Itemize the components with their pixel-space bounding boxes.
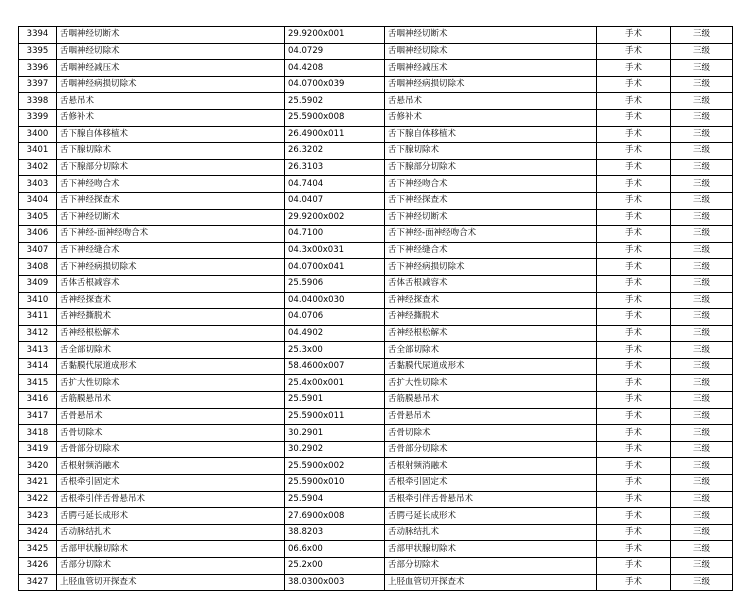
- cell-icd: 25.5900x010: [285, 475, 385, 492]
- cell-icd: 26.4900x011: [285, 126, 385, 143]
- cell-code: 3419: [19, 441, 57, 458]
- cell-icd: 27.6900x008: [285, 508, 385, 525]
- cell-alt: 舌神经探查术: [385, 292, 597, 309]
- cell-level: 三级: [671, 392, 733, 409]
- cell-alt: 舌下神经病损切除术: [385, 259, 597, 276]
- cell-level: 三级: [671, 109, 733, 126]
- cell-level: 三级: [671, 475, 733, 492]
- cell-name: 舌黏膜代尿道成形术: [57, 358, 285, 375]
- procedure-table: [18, 26, 733, 591]
- table-row: [19, 408, 733, 425]
- cell-name: 舌扩大性切除术: [57, 375, 285, 392]
- cell-name: 舌悬吊术: [57, 93, 285, 110]
- cell-alt: 舌骨悬吊术: [385, 408, 597, 425]
- table-body: [19, 27, 733, 591]
- cell-alt: 舌下神经-面神经吻合术: [385, 226, 597, 243]
- table-row: [19, 309, 733, 326]
- cell-alt: 舌黏膜代尿道成形术: [385, 358, 597, 375]
- cell-type: 手术: [597, 441, 671, 458]
- cell-code: 3421: [19, 475, 57, 492]
- cell-type: 手术: [597, 192, 671, 209]
- cell-icd: 04.0407: [285, 192, 385, 209]
- cell-code: 3402: [19, 159, 57, 176]
- table-row: [19, 259, 733, 276]
- table-row: [19, 275, 733, 292]
- cell-icd: 04.0706: [285, 309, 385, 326]
- cell-level: 三级: [671, 292, 733, 309]
- cell-level: 三级: [671, 209, 733, 226]
- table-row: [19, 109, 733, 126]
- cell-level: 三级: [671, 27, 733, 44]
- cell-name: 上胫血管切开探查术: [57, 574, 285, 591]
- table-row: [19, 325, 733, 342]
- cell-type: 手术: [597, 491, 671, 508]
- cell-icd: 38.0300x003: [285, 574, 385, 591]
- table-row: [19, 242, 733, 259]
- table-row: [19, 392, 733, 409]
- cell-level: 三级: [671, 192, 733, 209]
- cell-alt: 舌咽神经减压术: [385, 60, 597, 77]
- cell-code: 3411: [19, 309, 57, 326]
- table-row: [19, 508, 733, 525]
- cell-code: 3416: [19, 392, 57, 409]
- cell-alt: 舌动脉结扎术: [385, 524, 597, 541]
- cell-icd: 25.4x00x001: [285, 375, 385, 392]
- cell-code: 3397: [19, 76, 57, 93]
- cell-alt: 舌神经撕脱术: [385, 309, 597, 326]
- cell-level: 三级: [671, 159, 733, 176]
- cell-type: 手术: [597, 292, 671, 309]
- cell-code: 3414: [19, 358, 57, 375]
- cell-type: 手术: [597, 76, 671, 93]
- cell-icd: 58.4600x007: [285, 358, 385, 375]
- cell-level: 三级: [671, 76, 733, 93]
- cell-code: 3413: [19, 342, 57, 359]
- cell-type: 手术: [597, 126, 671, 143]
- cell-alt: 舌骨部分切除术: [385, 441, 597, 458]
- cell-icd: 29.9200x001: [285, 27, 385, 44]
- cell-type: 手术: [597, 558, 671, 575]
- cell-icd: 04.7100: [285, 226, 385, 243]
- cell-level: 三级: [671, 558, 733, 575]
- table-row: [19, 159, 733, 176]
- cell-alt: 舌腭弓延长成形术: [385, 508, 597, 525]
- cell-icd: 25.5900x011: [285, 408, 385, 425]
- table-row: [19, 60, 733, 77]
- cell-alt: 舌体舌根减容术: [385, 275, 597, 292]
- cell-level: 三级: [671, 60, 733, 77]
- cell-type: 手术: [597, 242, 671, 259]
- cell-icd: 30.2901: [285, 425, 385, 442]
- cell-alt: 舌扩大性切除术: [385, 375, 597, 392]
- cell-name: 舌神经撕脱术: [57, 309, 285, 326]
- cell-type: 手术: [597, 226, 671, 243]
- cell-alt: 舌修补术: [385, 109, 597, 126]
- cell-code: 3403: [19, 176, 57, 193]
- cell-icd: 26.3202: [285, 143, 385, 160]
- cell-code: 3408: [19, 259, 57, 276]
- cell-name: 舌下腺部分切除术: [57, 159, 285, 176]
- cell-icd: 25.3x00: [285, 342, 385, 359]
- cell-level: 三级: [671, 309, 733, 326]
- cell-level: 三级: [671, 375, 733, 392]
- table-row: [19, 574, 733, 591]
- cell-name: 舌体舌根减容术: [57, 275, 285, 292]
- cell-level: 三级: [671, 541, 733, 558]
- cell-level: 三级: [671, 325, 733, 342]
- cell-icd: 25.5904: [285, 491, 385, 508]
- cell-name: 舌下腺自体移植术: [57, 126, 285, 143]
- cell-type: 手术: [597, 43, 671, 60]
- cell-name: 舌筋膜悬吊术: [57, 392, 285, 409]
- table-row: [19, 524, 733, 541]
- table-row: [19, 558, 733, 575]
- cell-level: 三级: [671, 524, 733, 541]
- cell-type: 手术: [597, 27, 671, 44]
- cell-type: 手术: [597, 342, 671, 359]
- cell-icd: 04.0700x039: [285, 76, 385, 93]
- cell-icd: 04.0729: [285, 43, 385, 60]
- cell-name: 舌动脉结扎术: [57, 524, 285, 541]
- cell-alt: 舌部甲状腺切除术: [385, 541, 597, 558]
- cell-icd: 25.5900x008: [285, 109, 385, 126]
- cell-alt: 舌下腺自体移植术: [385, 126, 597, 143]
- cell-level: 三级: [671, 491, 733, 508]
- cell-code: 3422: [19, 491, 57, 508]
- cell-name: 舌下神经缝合术: [57, 242, 285, 259]
- cell-alt: 舌下腺切除术: [385, 143, 597, 160]
- table-row: [19, 491, 733, 508]
- cell-code: 3425: [19, 541, 57, 558]
- cell-alt: 舌根射频消融术: [385, 458, 597, 475]
- cell-icd: 06.6x00: [285, 541, 385, 558]
- cell-icd: 04.4208: [285, 60, 385, 77]
- cell-name: 舌下神经病损切除术: [57, 259, 285, 276]
- cell-code: 3418: [19, 425, 57, 442]
- cell-icd: 04.0400x030: [285, 292, 385, 309]
- cell-level: 三级: [671, 458, 733, 475]
- cell-alt: 舌筋膜悬吊术: [385, 392, 597, 409]
- cell-level: 三级: [671, 259, 733, 276]
- cell-code: 3420: [19, 458, 57, 475]
- table-row: [19, 27, 733, 44]
- cell-icd: 26.3103: [285, 159, 385, 176]
- cell-level: 三级: [671, 126, 733, 143]
- cell-type: 手术: [597, 475, 671, 492]
- cell-code: 3399: [19, 109, 57, 126]
- cell-alt: 上胫血管切开探查术: [385, 574, 597, 591]
- table-row: [19, 143, 733, 160]
- cell-name: 舌下神经探查术: [57, 192, 285, 209]
- cell-name: 舌骨切除术: [57, 425, 285, 442]
- cell-code: 3409: [19, 275, 57, 292]
- table-row: [19, 375, 733, 392]
- cell-code: 3412: [19, 325, 57, 342]
- cell-icd: 29.9200x002: [285, 209, 385, 226]
- cell-alt: 舌咽神经切除术: [385, 43, 597, 60]
- cell-name: 舌部甲状腺切除术: [57, 541, 285, 558]
- cell-code: 3424: [19, 524, 57, 541]
- cell-alt: 舌全部切除术: [385, 342, 597, 359]
- cell-alt: 舌根牵引伴舌骨悬吊术: [385, 491, 597, 508]
- cell-name: 舌修补术: [57, 109, 285, 126]
- cell-icd: 25.5900x002: [285, 458, 385, 475]
- cell-code: 3400: [19, 126, 57, 143]
- cell-type: 手术: [597, 309, 671, 326]
- cell-name: 舌咽神经病损切除术: [57, 76, 285, 93]
- table-row: [19, 93, 733, 110]
- table-row: [19, 475, 733, 492]
- cell-name: 舌根牵引固定术: [57, 475, 285, 492]
- cell-code: 3404: [19, 192, 57, 209]
- cell-level: 三级: [671, 275, 733, 292]
- cell-type: 手术: [597, 176, 671, 193]
- cell-type: 手术: [597, 325, 671, 342]
- table-row: [19, 358, 733, 375]
- cell-type: 手术: [597, 143, 671, 160]
- cell-code: 3410: [19, 292, 57, 309]
- cell-alt: 舌咽神经切断术: [385, 27, 597, 44]
- cell-type: 手术: [597, 275, 671, 292]
- cell-name: 舌骨悬吊术: [57, 408, 285, 425]
- cell-type: 手术: [597, 259, 671, 276]
- cell-icd: 25.5902: [285, 93, 385, 110]
- cell-alt: 舌下神经探查术: [385, 192, 597, 209]
- cell-level: 三级: [671, 43, 733, 60]
- cell-code: 3395: [19, 43, 57, 60]
- cell-type: 手术: [597, 408, 671, 425]
- table-row: [19, 226, 733, 243]
- cell-alt: 舌神经根松解术: [385, 325, 597, 342]
- cell-alt: 舌悬吊术: [385, 93, 597, 110]
- cell-level: 三级: [671, 574, 733, 591]
- cell-level: 三级: [671, 441, 733, 458]
- cell-level: 三级: [671, 176, 733, 193]
- cell-name: 舌咽神经切除术: [57, 43, 285, 60]
- table-row: [19, 458, 733, 475]
- cell-code: 3405: [19, 209, 57, 226]
- cell-code: 3406: [19, 226, 57, 243]
- cell-type: 手术: [597, 458, 671, 475]
- cell-code: 3417: [19, 408, 57, 425]
- cell-icd: 25.5906: [285, 275, 385, 292]
- cell-name: 舌骨部分切除术: [57, 441, 285, 458]
- cell-type: 手术: [597, 425, 671, 442]
- cell-type: 手术: [597, 392, 671, 409]
- cell-alt: 舌下神经吻合术: [385, 176, 597, 193]
- cell-level: 三级: [671, 358, 733, 375]
- cell-name: 舌咽神经切断术: [57, 27, 285, 44]
- cell-type: 手术: [597, 159, 671, 176]
- cell-code: 3398: [19, 93, 57, 110]
- cell-name: 舌根射频消融术: [57, 458, 285, 475]
- table-row: [19, 43, 733, 60]
- cell-type: 手术: [597, 574, 671, 591]
- cell-level: 三级: [671, 342, 733, 359]
- cell-type: 手术: [597, 358, 671, 375]
- cell-alt: 舌部分切除术: [385, 558, 597, 575]
- cell-name: 舌下神经切断术: [57, 209, 285, 226]
- cell-icd: 04.7404: [285, 176, 385, 193]
- cell-icd: 38.8203: [285, 524, 385, 541]
- table-row: [19, 192, 733, 209]
- cell-type: 手术: [597, 375, 671, 392]
- table-row: [19, 292, 733, 309]
- cell-icd: 30.2902: [285, 441, 385, 458]
- cell-icd: 04.3x00x031: [285, 242, 385, 259]
- cell-icd: 04.4902: [285, 325, 385, 342]
- cell-level: 三级: [671, 508, 733, 525]
- cell-code: 3415: [19, 375, 57, 392]
- table-row: [19, 541, 733, 558]
- cell-name: 舌咽神经减压术: [57, 60, 285, 77]
- table-row: [19, 76, 733, 93]
- cell-type: 手术: [597, 508, 671, 525]
- cell-alt: 舌下腺部分切除术: [385, 159, 597, 176]
- cell-level: 三级: [671, 226, 733, 243]
- cell-alt: 舌咽神经病损切除术: [385, 76, 597, 93]
- cell-code: 3396: [19, 60, 57, 77]
- cell-level: 三级: [671, 93, 733, 110]
- cell-name: 舌下腺切除术: [57, 143, 285, 160]
- cell-alt: 舌下神经缝合术: [385, 242, 597, 259]
- cell-alt: 舌骨切除术: [385, 425, 597, 442]
- cell-type: 手术: [597, 524, 671, 541]
- cell-code: 3427: [19, 574, 57, 591]
- cell-icd: 04.0700x041: [285, 259, 385, 276]
- cell-code: 3426: [19, 558, 57, 575]
- table-row: [19, 425, 733, 442]
- table-row: [19, 441, 733, 458]
- table-row: [19, 342, 733, 359]
- cell-code: 3401: [19, 143, 57, 160]
- cell-type: 手术: [597, 209, 671, 226]
- cell-code: 3423: [19, 508, 57, 525]
- cell-level: 三级: [671, 408, 733, 425]
- cell-level: 三级: [671, 143, 733, 160]
- cell-name: 舌神经根松解术: [57, 325, 285, 342]
- cell-level: 三级: [671, 425, 733, 442]
- table-row: [19, 126, 733, 143]
- cell-type: 手术: [597, 541, 671, 558]
- cell-code: 3394: [19, 27, 57, 44]
- table-row: [19, 176, 733, 193]
- cell-name: 舌根牵引伴舌骨悬吊术: [57, 491, 285, 508]
- cell-name: 舌下神经-面神经吻合术: [57, 226, 285, 243]
- cell-type: 手术: [597, 60, 671, 77]
- cell-icd: 25.5901: [285, 392, 385, 409]
- cell-code: 3407: [19, 242, 57, 259]
- cell-alt: 舌根牵引固定术: [385, 475, 597, 492]
- cell-name: 舌腭弓延长成形术: [57, 508, 285, 525]
- table-row: [19, 209, 733, 226]
- cell-type: 手术: [597, 93, 671, 110]
- cell-name: 舌神经探查术: [57, 292, 285, 309]
- cell-name: 舌下神经吻合术: [57, 176, 285, 193]
- cell-name: 舌全部切除术: [57, 342, 285, 359]
- cell-alt: 舌下神经切断术: [385, 209, 597, 226]
- cell-level: 三级: [671, 242, 733, 259]
- cell-type: 手术: [597, 109, 671, 126]
- cell-name: 舌部分切除术: [57, 558, 285, 575]
- cell-icd: 25.2x00: [285, 558, 385, 575]
